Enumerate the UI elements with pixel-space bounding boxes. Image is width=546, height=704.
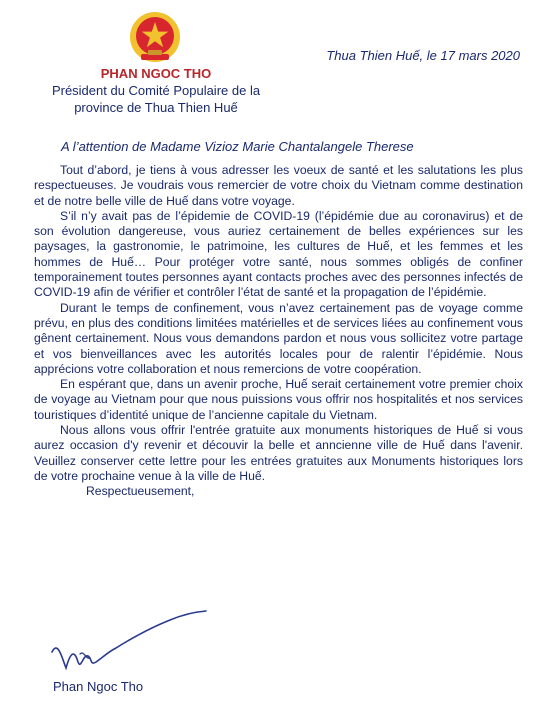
paragraph: Tout d’abord, je tiens à vous adresser les voeux de santé et les salutations les plus respectueuses. Je voudrais vous remercier de votre choix du Vietnam comme destination et de notre belle ville de Huế dans votre voyage. [34, 163, 523, 208]
sender-name: PHAN NGOC THO [100, 66, 212, 81]
national-emblem-icon [128, 10, 182, 66]
sender-title [30, 82, 282, 116]
paragraph: Durant le temps de confinement, vous n’avez certainement pas de voyage comme prévu, en plus des conditions limitées matérielles et de services liées au confinement vous gênent certainement. Nous vous demandons pardon et nous vous sollicitez votre partage et vos bienveillances avec les autorités locales pour de ralentir l’épidémie. Nous apprécions votre collaboration et nous remercions de votre coopération. [34, 300, 523, 376]
paragraph: Nous allons vous offrir l'entrée gratuite aux monuments historiques de Huế si vous aurez occasion d'y revenir et découvir la belle et anncienne ville de Huế dans l'avenir. Veuillez conserver cette lettre pour les entrées gratuites aux Monuments historiques lors de votre prochaine venue à la ville de Huế. [34, 423, 523, 483]
paragraph: En espérant que, dans un avenir proche, Huế serait certainement votre premier choix de voyage au Vietnam pour que nous puissions vous offrir nos hospitalités et nos services touristiques d’identité unique de l’ancienne capitale du Vietnam. [34, 377, 523, 422]
signer-name: Phan Ngoc Tho [53, 679, 144, 694]
sender-title-line-1: Président du Comité Populaire de la [51, 83, 261, 98]
signature-icon [50, 610, 210, 680]
attention-line: A l’attention de Madame Vizioz Marie Chantalangele Therese [61, 139, 414, 154]
paragraph: S’il n’y avait pas de l’épidemie de COVID-19 (l’épidémie due au coronavirus) et de son évolution dangereuse, vous auriez certainement de belles expériences sur les paysages, la gastronomie, le patrimoine, les cultures de Huế, et les femmes et les hommes de Huế… Pour protéger votre santé, nous sommes obligés de confiner temporainement toutes personnes ayant contacts proches avec des personnes infectés de COVID-19 afin de vérifier et contrôler l’état de santé et la propagation de l’épidémie. [34, 208, 523, 300]
sender-title-line-2: province de Thua Thien Huế [74, 100, 238, 115]
closing: Respectueusement, [86, 484, 195, 499]
letter-body [34, 163, 523, 500]
place-and-date: Thua Thien Huế, le 17 mars 2020 [326, 48, 520, 63]
